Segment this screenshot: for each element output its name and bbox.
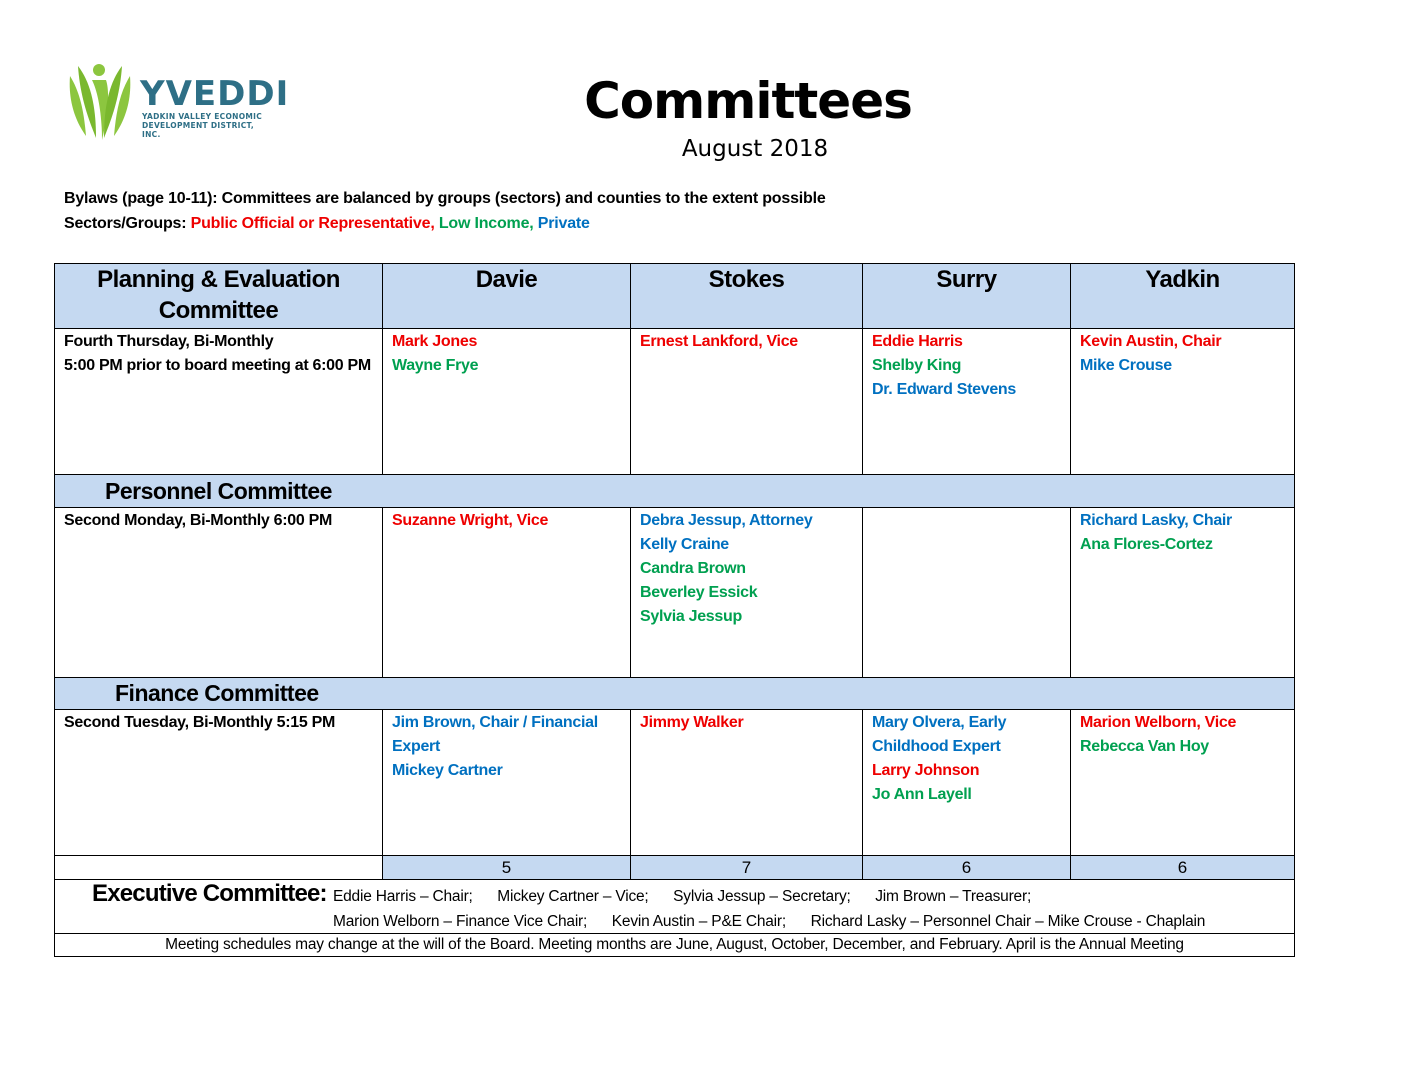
personnel-schedule: Second Monday, Bi-Monthly 6:00 PM <box>55 508 383 678</box>
finance-stokes <box>631 710 863 856</box>
count-surry: 6 <box>863 856 1071 880</box>
sector-low-income: Low Income, <box>438 215 534 232</box>
page-title: Committees <box>584 72 912 130</box>
personnel-section-row <box>55 475 1295 508</box>
planning-row <box>55 329 1295 475</box>
member-name: Wayne Frye <box>392 357 479 374</box>
count-yadkin: 6 <box>1071 856 1295 880</box>
header-committee: Planning & Evaluation Committee <box>55 264 383 329</box>
member-name: Mickey Cartner <box>392 762 503 779</box>
executive-cell <box>55 880 1295 934</box>
member-name: Rebecca Van Hoy <box>1080 738 1209 755</box>
sectors-label: Sectors/Groups: <box>64 215 187 232</box>
member-name: Debra Jessup, Attorney <box>640 512 813 529</box>
logo-name: YVEDDI <box>140 74 290 114</box>
member-name: Suzanne Wright, Vice <box>392 512 549 529</box>
logo-subtitle: YADKIN VALLEY ECONOMIC DEVELOPMENT DISTRICT, INC. <box>142 112 263 139</box>
member-name: Beverley Essick <box>640 584 758 601</box>
personnel-yadkin <box>1071 508 1295 678</box>
count-stokes: 7 <box>631 856 863 880</box>
committees-table <box>54 263 1295 957</box>
header-davie: Davie <box>383 264 631 329</box>
planning-yadkin <box>1071 329 1295 475</box>
counts-blank <box>55 856 383 880</box>
personnel-davie <box>383 508 631 678</box>
header-yadkin: Yadkin <box>1071 264 1295 329</box>
member-name: Mike Crouse <box>1080 357 1172 374</box>
sector-public: Public Official or Representative, <box>190 215 435 232</box>
member-name: Jim Brown, Chair / Financial Expert <box>392 714 598 755</box>
member-name: Ana Flores-Cortez <box>1080 536 1213 553</box>
executive-line-2: Marion Welborn – Finance Vice Chair; Kevin Austin – P&E Chair; Richard Lasky – Personnel Chair – Mike Crouse - Chaplain <box>333 913 1206 930</box>
member-name: Eddie Harris <box>872 333 963 350</box>
personnel-surry <box>863 508 1071 678</box>
count-davie: 5 <box>383 856 631 880</box>
finance-schedule: Second Tuesday, Bi-Monthly 5:15 PM <box>55 710 383 856</box>
bylaws-text: Bylaws (page 10-11): Committees are balanced by groups (sectors) and counties to the extent possible <box>64 190 826 207</box>
planning-schedule: Fourth Thursday, Bi-Monthly 5:00 PM prior to board meeting at 6:00 PM <box>55 329 383 475</box>
planning-surry <box>863 329 1071 475</box>
finance-yadkin <box>1071 710 1295 856</box>
executive-title: Executive Committee: <box>92 880 327 907</box>
planning-stokes <box>631 329 863 475</box>
header-stokes: Stokes <box>631 264 863 329</box>
member-name: Larry Johnson <box>872 762 980 779</box>
member-name: Kevin Austin, Chair <box>1080 333 1222 350</box>
member-name: Kelly Craine <box>640 536 729 553</box>
planning-davie <box>383 329 631 475</box>
finance-title: Finance Committee <box>55 678 1295 710</box>
member-name: Jimmy Walker <box>640 714 744 731</box>
member-name: Sylvia Jessup <box>640 608 742 625</box>
sector-private: Private <box>537 215 590 232</box>
member-name: Mary Olvera, Early Childhood Expert <box>872 714 1007 755</box>
executive-row <box>55 880 1295 934</box>
meeting-note: Meeting schedules may change at the will of the Board. Meeting months are June, August, October, December, and February. April is the Annual Meeting <box>55 934 1295 957</box>
member-name: Shelby King <box>872 357 962 374</box>
member-name: Ernest Lankford, Vice <box>640 333 798 350</box>
counts-row <box>55 856 1295 880</box>
personnel-stokes <box>631 508 863 678</box>
personnel-title: Personnel Committee <box>55 475 1295 508</box>
page-subtitle: August 2018 <box>681 136 829 162</box>
finance-surry <box>863 710 1071 856</box>
member-name: Marion Welborn, Vice <box>1080 714 1237 731</box>
member-name: Jo Ann Layell <box>872 786 972 803</box>
personnel-row <box>55 508 1295 678</box>
finance-davie <box>383 710 631 856</box>
sectors-legend <box>64 215 590 233</box>
header-surry: Surry <box>863 264 1071 329</box>
header-row <box>55 264 1295 329</box>
member-name: Richard Lasky, Chair <box>1080 512 1232 529</box>
executive-line-1: Eddie Harris – Chair; Mickey Cartner – Vice; Sylvia Jessup – Secretary; Jim Brown – Treasurer; <box>333 888 1032 905</box>
member-name: Dr. Edward Stevens <box>872 381 1016 398</box>
finance-row <box>55 710 1295 856</box>
finance-section-row <box>55 678 1295 710</box>
member-name: Mark Jones <box>392 333 478 350</box>
member-name: Candra Brown <box>640 560 746 577</box>
note-row <box>55 934 1295 957</box>
